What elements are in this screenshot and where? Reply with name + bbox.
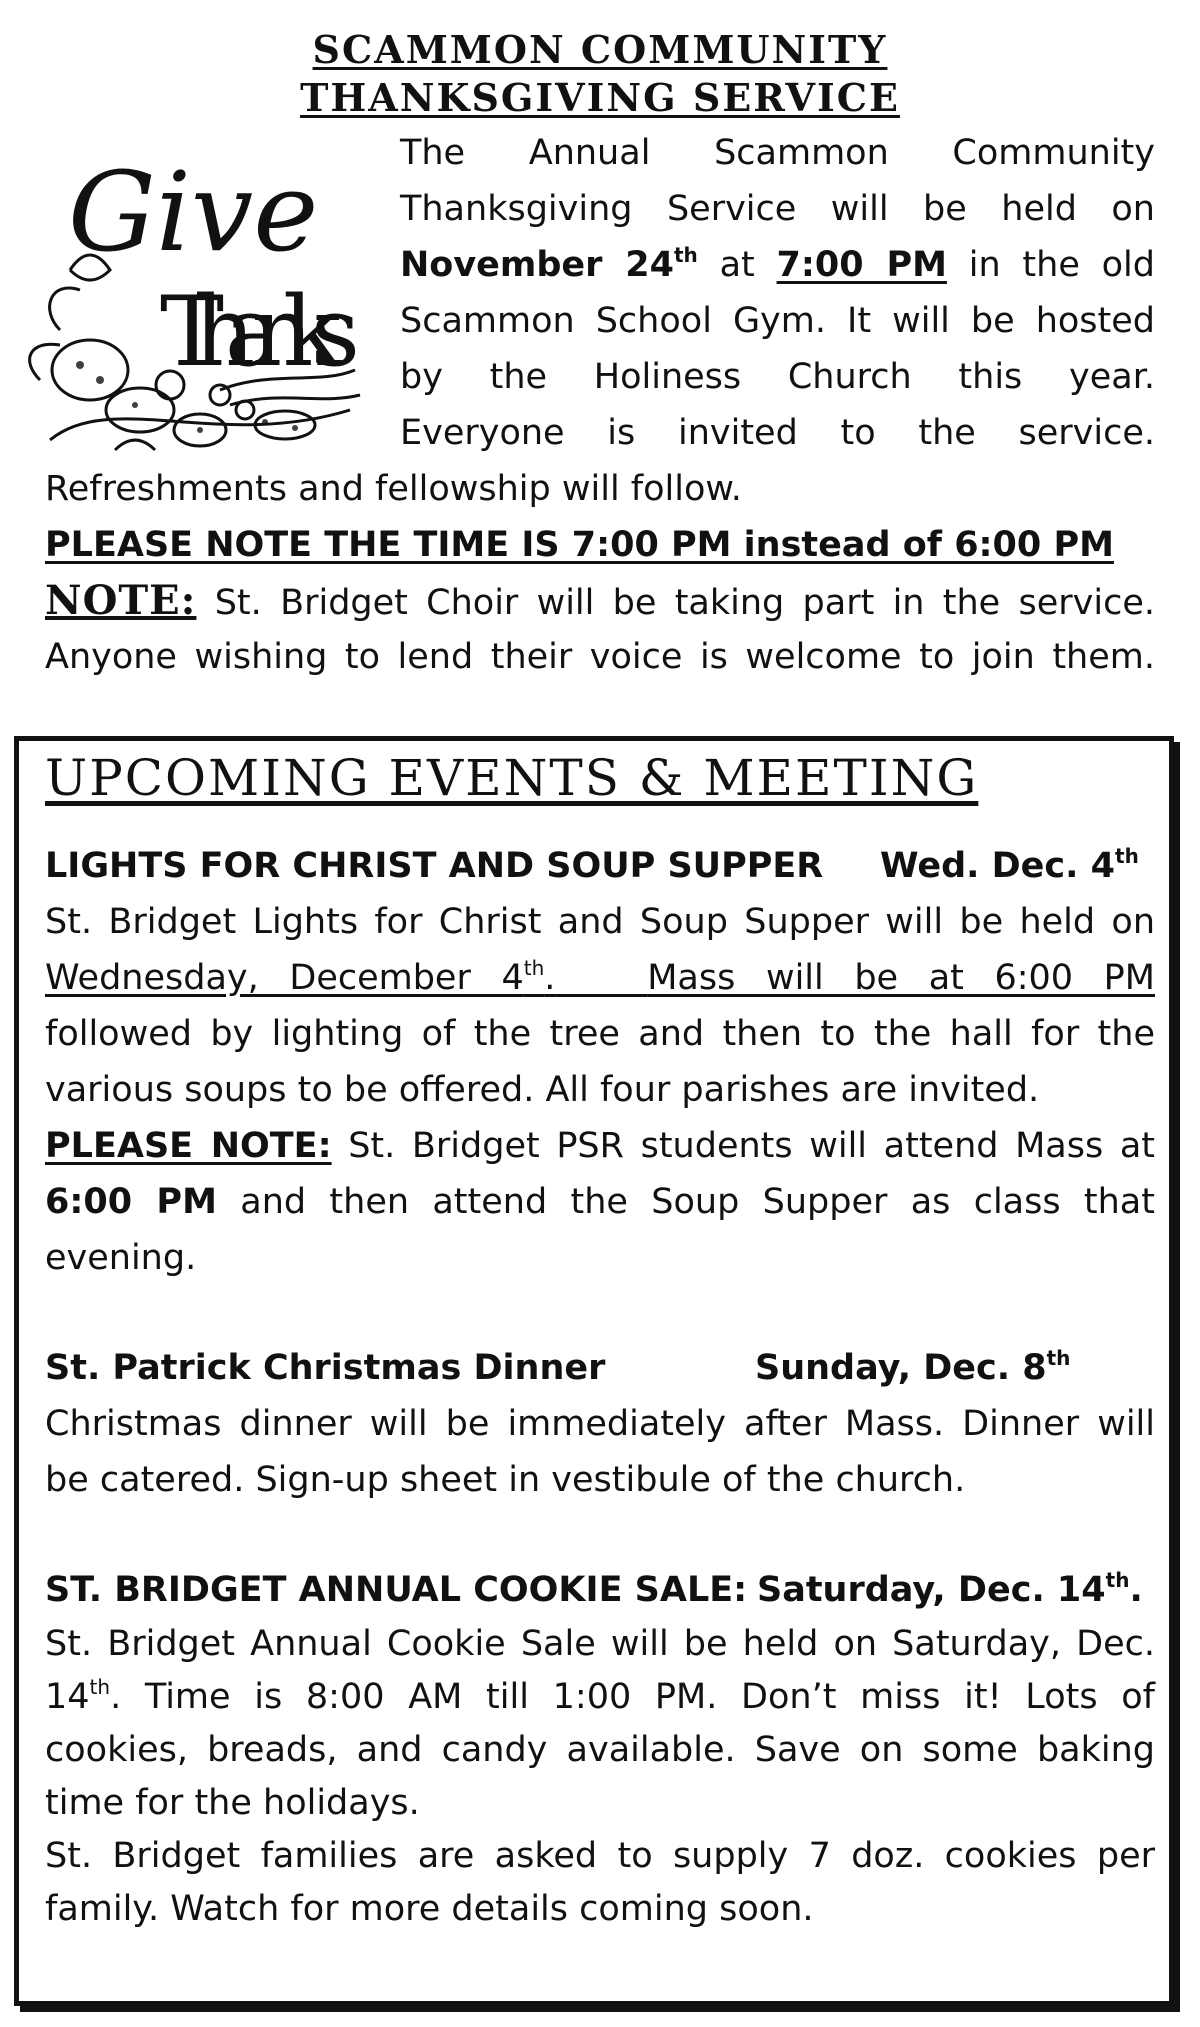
intro-line: by the Holiness Church this year. xyxy=(400,357,1155,397)
intro-line: Everyone is invited to the service. xyxy=(400,413,1155,453)
event-date-lights-for-christ: Wed. Dec. 4th xyxy=(880,844,1139,886)
service-date: November 24th xyxy=(400,243,698,285)
intro-line: Thanksgiving Service will be held on xyxy=(400,189,1155,229)
header-title-line2: THANKSGIVING SERVICE xyxy=(300,75,900,120)
event-date-christmas-dinner: Sunday, Dec. 8th xyxy=(755,1346,1071,1388)
intro-line: Refreshments and fellowship will follow. xyxy=(45,469,742,509)
choir-note-line: Anyone wishing to lend their voice is welcome to join them. xyxy=(45,637,1155,677)
give-thanks-illustration-icon xyxy=(20,140,370,460)
service-time: 7:00 PM xyxy=(776,245,947,285)
event-description-christmas-dinner: Christmas dinner will be immediately after Mass. Dinner will be catered. Sign-up sheet in vestibule of the church. xyxy=(45,1404,1155,1500)
note-label: NOTE: xyxy=(45,577,197,624)
event-date-cookie-sale: Saturday, Dec. 14th. xyxy=(757,1568,1143,1610)
header-title-line1: SCAMMON COMMUNITY xyxy=(312,27,888,72)
time-notice: PLEASE NOTE THE TIME IS 7:00 PM instead of 6:00 PM xyxy=(45,525,1114,565)
upcoming-events-title: UPCOMING EVENTS & MEETING xyxy=(45,749,979,807)
please-note-label: PLEASE NOTE: xyxy=(45,1126,332,1166)
event-title-lights-for-christ: LIGHTS FOR CHRIST AND SOUP SUPPER xyxy=(45,846,824,886)
logo-word-give: Give xyxy=(68,148,319,276)
event-title-cookie-sale: ST. BRIDGET ANNUAL COOKIE SALE: xyxy=(45,1570,748,1610)
intro-continuation xyxy=(45,461,1155,685)
choir-note-line: NOTE: St. Bridget Choir will be taking part in the service. xyxy=(45,577,1155,624)
intro-line: November 24th at 7:00 PM in the old xyxy=(400,243,1155,285)
intro-paragraph xyxy=(400,125,1155,461)
event-description-cookie-sale: St. Bridget Annual Cookie Sale will be held on Saturday, Dec. 14th. Time is 8:00 AM till 1:00 PM. Don’t miss it! Lots of cookies, breads, and candy available. Save on some baking time for the holidays. St. Bridget families are asked to supply 7 doz. cookies per family. Watch for more details coming soon. xyxy=(45,1624,1155,1929)
intro-line: Scammon School Gym. It will be hosted xyxy=(400,301,1155,341)
intro-line: The Annual Scammon Community xyxy=(400,133,1155,173)
event-description-lights-for-christ: St. Bridget Lights for Christ and Soup Supper will be held on Wednesday, December 4th. Mass will be at 6:00 PM followed by lighting of the tree and then to the hall for the various soups to be offered. All four parishes are invited. PLEASE NOTE: St. Bridget PSR students will attend Mass at 6:00 PM and then attend the Soup Supper as class that evening. xyxy=(45,902,1155,1278)
logo-word-thanks: Thanks xyxy=(160,276,360,388)
event-title-christmas-dinner: St. Patrick Christmas Dinner xyxy=(45,1348,606,1388)
